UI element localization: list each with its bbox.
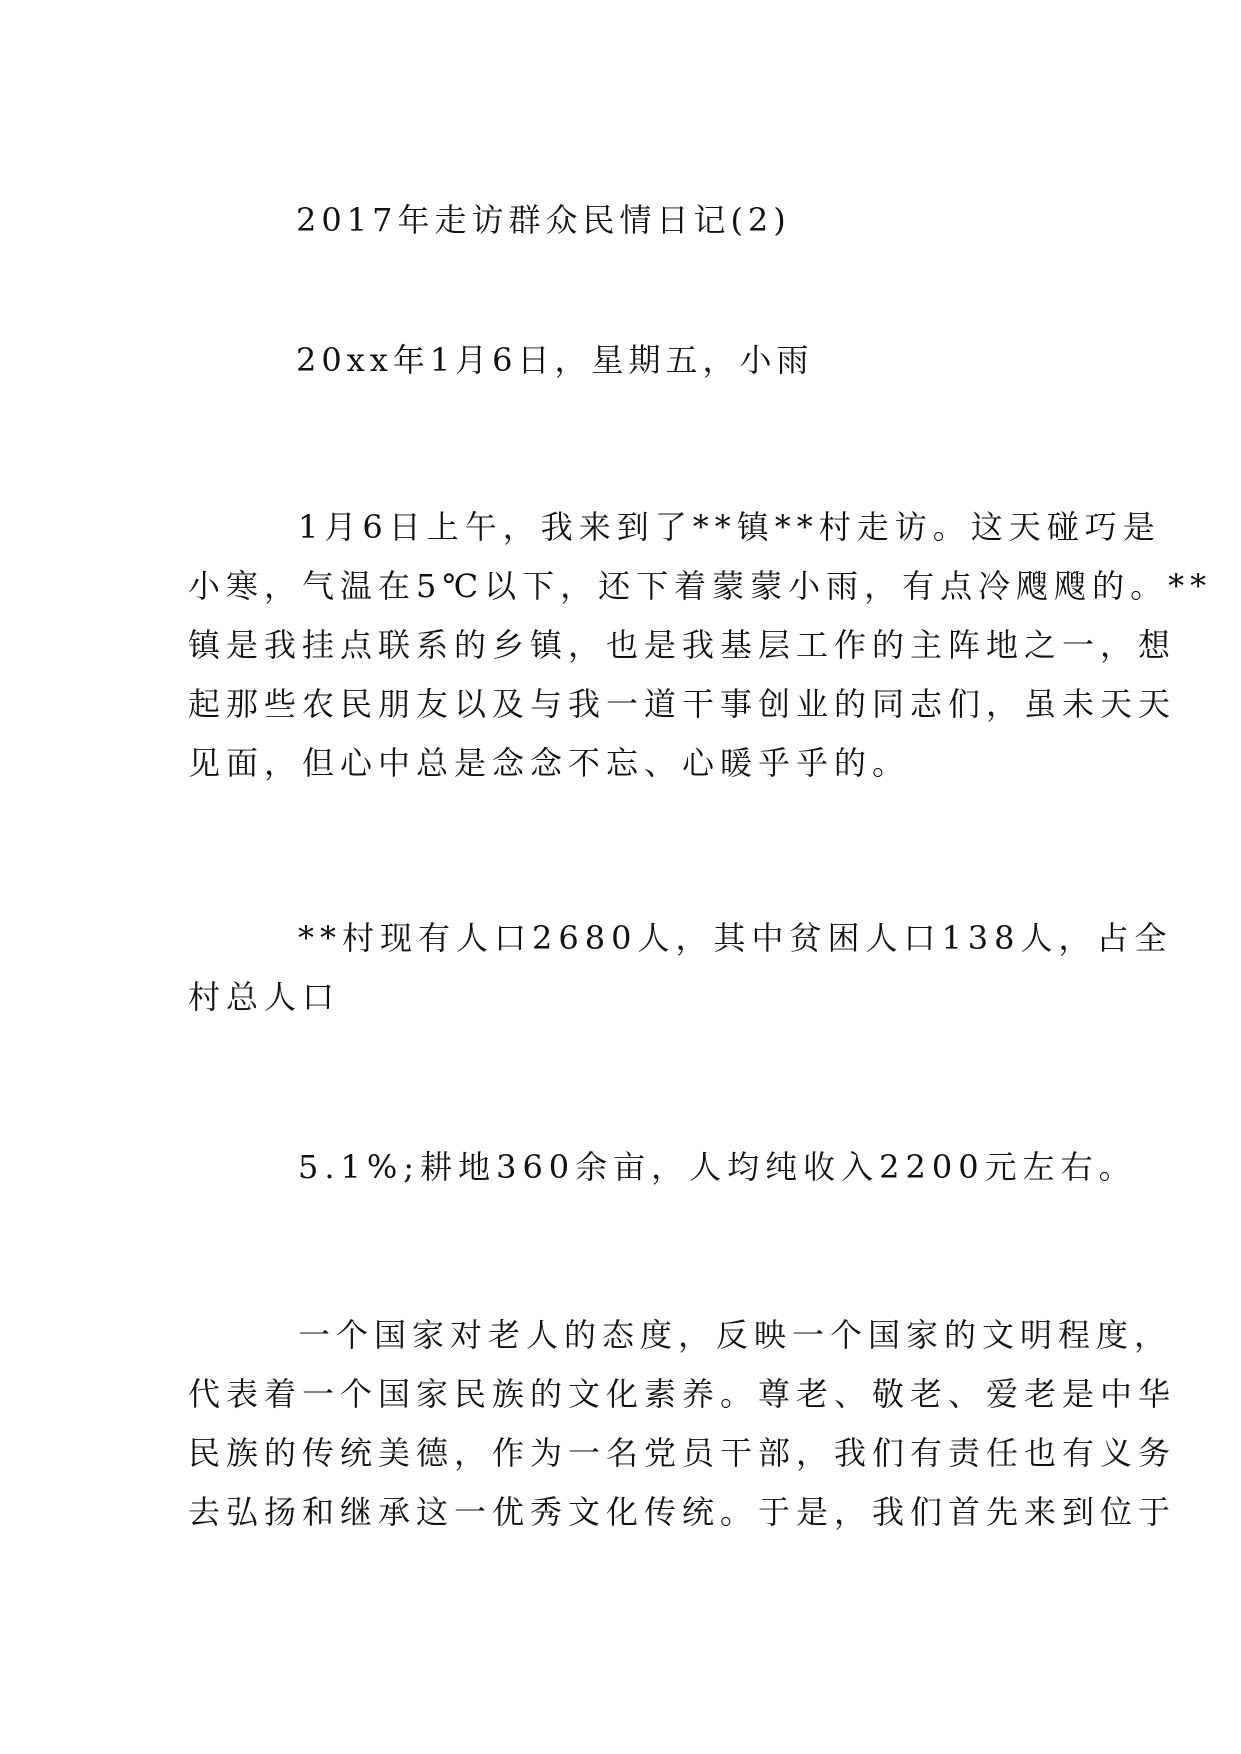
paragraph-line: 代表着一个国家民族的文化素养。尊老、敬老、爱老是中华 <box>188 1375 1177 1413</box>
paragraph-line: 去弘扬和继承这一优秀文化传统。于是，我们首先来到位于 <box>188 1493 1177 1531</box>
paragraph-line: 民族的传统美德，作为一名党员干部，我们有责任也有义务 <box>188 1434 1177 1472</box>
date-line: 20xx年1月6日，星期五，小雨 <box>296 341 814 379</box>
paragraph-line: 村总人口 <box>188 978 341 1016</box>
document-title: 2017年走访群众民情日记(2) <box>296 201 791 239</box>
paragraph-line: 1月6日上午，我来到了**镇**村走访。这天碰巧是 <box>298 508 1161 546</box>
paragraph-visit <box>188 507 1213 802</box>
paragraph-statistics <box>188 1147 1137 1206</box>
paragraph-line: 5.1%;耕地360余亩，人均纯收入2200元左右。 <box>298 1148 1137 1186</box>
paragraph-line: 见面，但心中总是念念不忘、心暖乎乎的。 <box>188 744 911 782</box>
paragraph-line: 镇是我挂点联系的乡镇，也是我基层工作的主阵地之一，想 <box>188 626 1177 664</box>
paragraph-population <box>188 918 1173 1036</box>
paragraph-line: 起那些农民朋友以及与我一道干事创业的同志们，虽未天天 <box>188 685 1177 723</box>
paragraph-elderly <box>188 1315 1177 1551</box>
paragraph-line: 小寒，气温在5℃以下，还下着蒙蒙小雨，有点冷飕飕的。** <box>188 567 1213 605</box>
paragraph-line: 一个国家对老人的态度，反映一个国家的文明程度， <box>298 1316 1173 1354</box>
paragraph-line: **村现有人口2680人，其中贫困人口138人，占全 <box>298 919 1173 957</box>
